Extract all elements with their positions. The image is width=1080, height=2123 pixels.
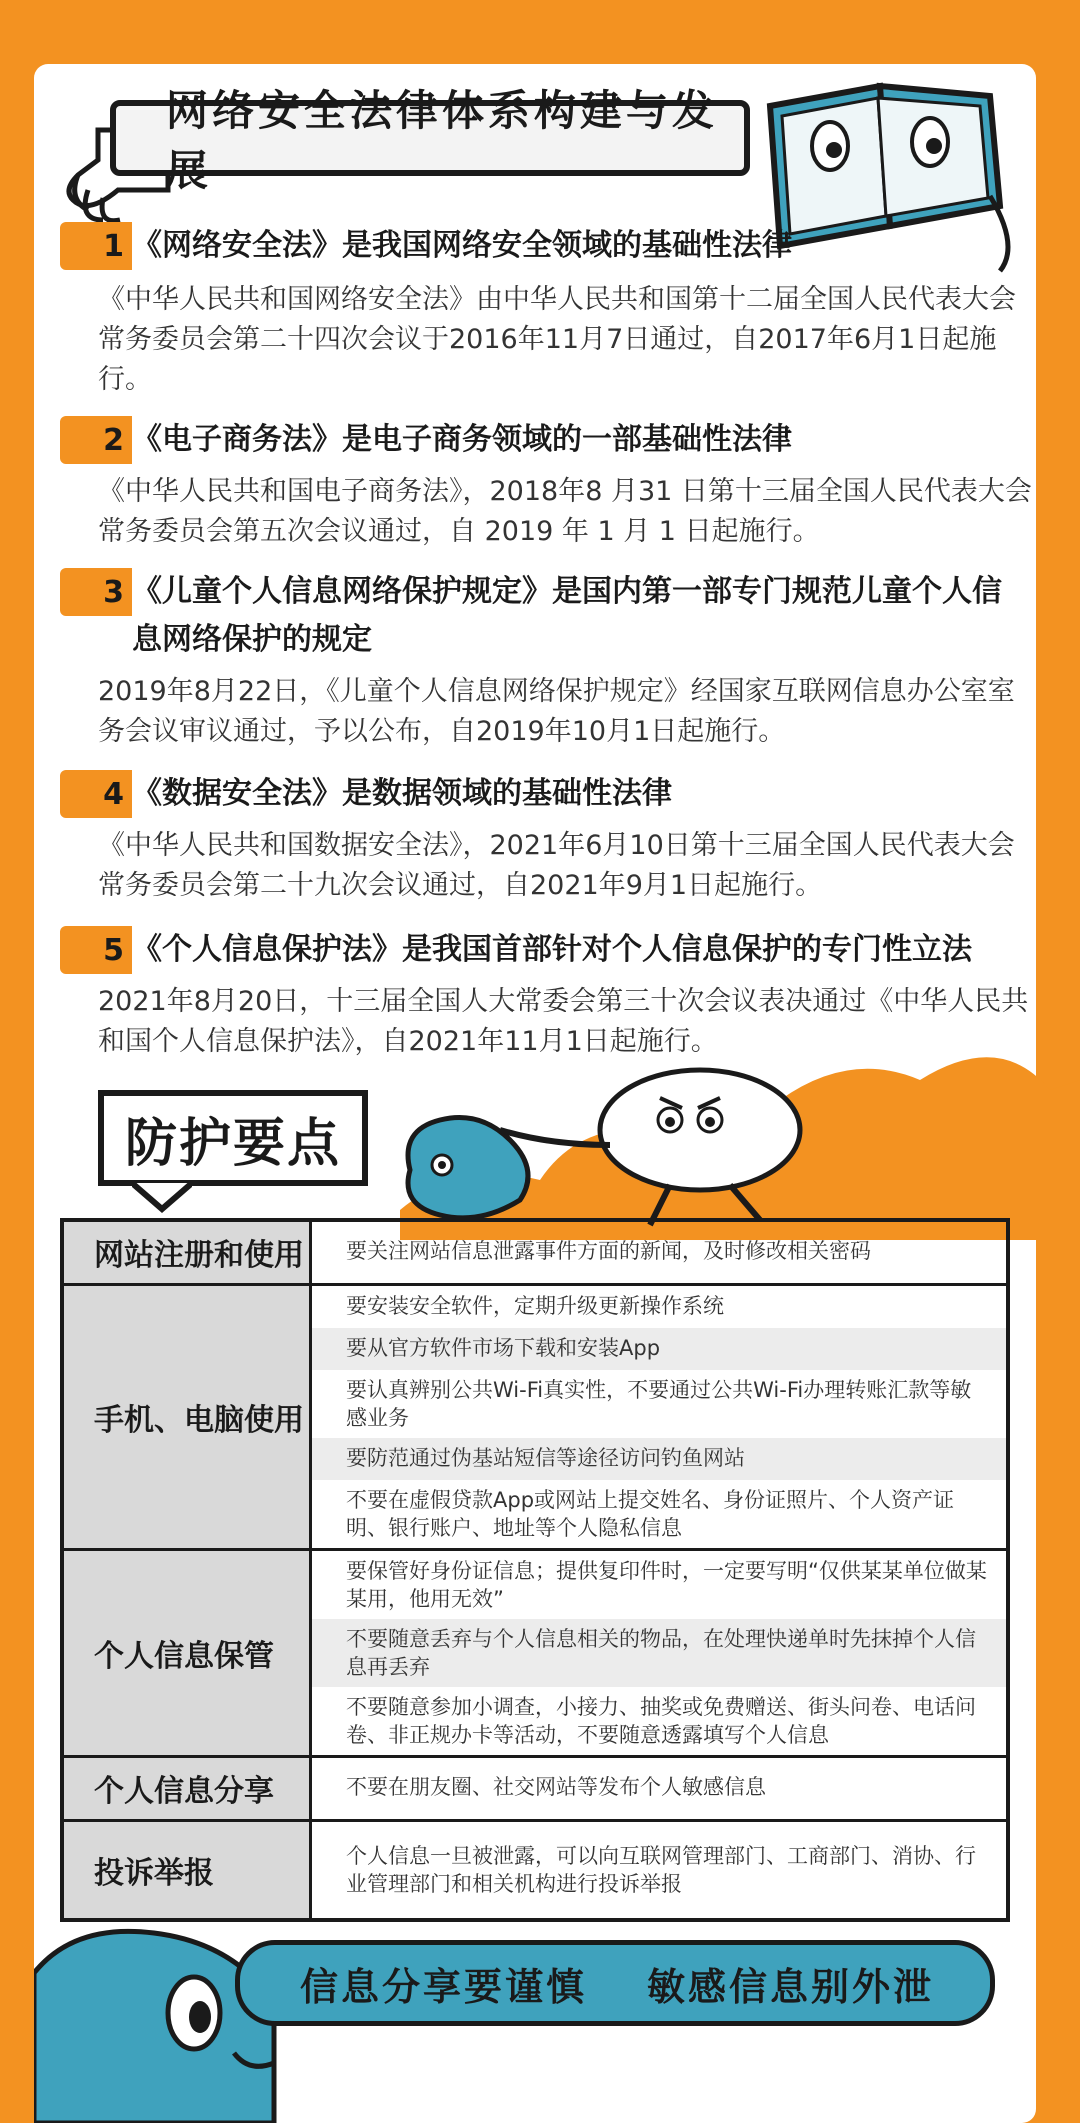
law-number: 4: [60, 770, 132, 818]
list-item: 不要随意参加小调查，小接力、抽奖或免费赠送、街头问卷、电话问卷、非正规办卡等活动，不要随意透露填写个人信息: [346, 1694, 976, 1747]
protection-table: [60, 1218, 1010, 1922]
list-item: 要防范通过伪基站短信等途径访问钓鱼网站: [312, 1438, 1006, 1480]
category-cell: 手机、电脑使用: [62, 1284, 311, 1549]
law-body: 《中华人民共和国电子商务法》，2018年8 月31 日第十三届全国人民代表大会常务委员会第五次会议通过，自 2019 年 1 月 1 日起施行。: [98, 476, 1032, 547]
table-row: [62, 1284, 1008, 1549]
item-cell: [311, 1284, 1009, 1549]
table-row: [62, 1820, 1008, 1920]
law-number: 1: [60, 222, 132, 270]
law-heading: 《数据安全法》是数据领域的基础性法律: [132, 776, 672, 811]
table-row: [62, 1756, 1008, 1820]
page-title: [110, 86, 750, 195]
speech-tail-icon: [132, 1183, 192, 1213]
law-number: 5: [60, 926, 132, 974]
section-title-text: 防护要点: [124, 1113, 341, 1174]
law-heading: 《网络安全法》是我国网络安全领域的基础性法律: [132, 228, 792, 263]
list-item: 要关注网站信息泄露事件方面的新闻，及时修改相关密码: [346, 1239, 871, 1264]
footer-slogan-bar: [235, 1940, 995, 2026]
item-cell: [311, 1756, 1009, 1820]
law-body: 2021年8月20日，十三届全国人大常委会第三十次会议表决通过《中华人民共和国个人信息保护法》，自2021年11月1日起施行。: [98, 986, 1029, 1057]
list-item: 要安装安全软件，定期升级更新操作系统: [346, 1293, 724, 1318]
law-body: 《中华人民共和国数据安全法》，2021年6月10日第十三届全国人民代表大会常务委员会第二十九次会议通过，自2021年9月1日起施行。: [98, 830, 1015, 901]
item-cell: [311, 1220, 1009, 1284]
law-heading: 《电子商务法》是电子商务领域的一部基础性法律: [132, 422, 792, 457]
category-cell: 网站注册和使用: [62, 1220, 311, 1284]
law-body: 《中华人民共和国网络安全法》由中华人民共和国第十二届全国人民代表大会常务委员会第二十四次会议于2016年11月7日通过，自2017年6月1日起施行。: [98, 284, 1016, 395]
category-cell: 个人信息保管: [62, 1549, 311, 1756]
table-row: [62, 1549, 1008, 1756]
section-title: [98, 1090, 368, 1186]
law-heading: 《个人信息保护法》是我国首部针对个人信息保护的专门性立法: [132, 932, 972, 967]
law-number: 2: [60, 416, 132, 464]
category-cell: 个人信息分享: [62, 1756, 311, 1820]
list-item: 不要在虚假贷款App或网站上提交姓名、身份证照片、个人资产证明、银行账户、地址等个人隐私信息: [346, 1487, 955, 1540]
table-row: [62, 1220, 1008, 1284]
law-heading: 《儿童个人信息网络保护规定》是国内第一部专门规范儿童个人信息网络保护的规定: [132, 574, 1002, 657]
list-item: 不要在朋友圈、社交网站等发布个人敏感信息: [346, 1775, 766, 1799]
list-item: 要认真辨别公共Wi-Fi真实性，不要通过公共Wi-Fi办理转账汇款等敏感业务: [346, 1377, 972, 1430]
page-title-text: 网络安全法律体系构建与发展: [166, 86, 719, 195]
item-cell: [311, 1549, 1009, 1756]
list-item: 要保管好身份证信息；提供复印件时，一定要写明“仅供某某单位做某某用，他用无效”: [346, 1558, 987, 1611]
law-body: 2019年8月22日，《儿童个人信息网络保护规定》经国家互联网信息办公室室务会议审议通过，予以公布，自2019年10月1日起施行。: [98, 676, 1015, 747]
list-item: 个人信息一旦被泄露，可以向互联网管理部门、工商部门、消协、行业管理部门和相关机构进行投诉举报: [346, 1843, 976, 1896]
list-item: 不要随意丢弃与个人信息相关的物品，在处理快递单时先抹掉个人信息再丢弃: [312, 1619, 1006, 1687]
item-cell: [311, 1820, 1009, 1920]
law-number: 3: [60, 568, 132, 616]
slogan-left: 信息分享要谨慎: [300, 1964, 588, 2009]
cartoon-characters-icon: [380, 1050, 860, 1230]
category-cell: 投诉举报: [62, 1820, 311, 1920]
slogan-right: 敏感信息别外泄: [647, 1964, 935, 2009]
list-item: 要从官方软件市场下载和安装App: [312, 1328, 1006, 1370]
